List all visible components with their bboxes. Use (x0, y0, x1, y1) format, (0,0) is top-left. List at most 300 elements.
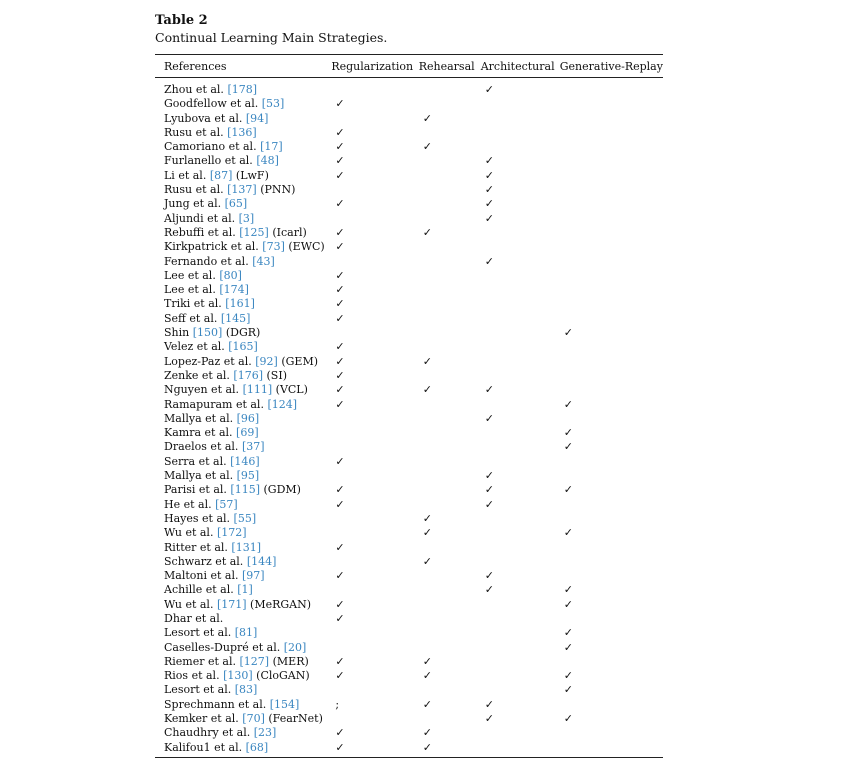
author-name: Chaudhry et al. (164, 726, 251, 740)
rehearsal-cell (419, 440, 481, 454)
author-name: Ramapuram et al. (164, 397, 264, 411)
regularization-cell: ✓ (335, 354, 345, 368)
citation-link[interactable]: [172] (216, 526, 247, 540)
generative-replay-cell: ✓ (563, 326, 573, 340)
citation-link[interactable]: [73] (262, 240, 285, 254)
generative-replay-cell (560, 269, 663, 283)
reference-cell (155, 569, 331, 583)
table-row (155, 598, 663, 612)
generative-replay-cell (560, 569, 663, 583)
citation-link[interactable]: [115] (230, 483, 260, 497)
table-row (155, 726, 663, 740)
generative-replay-cell (560, 212, 663, 226)
generative-replay-cell (560, 97, 663, 111)
table-row (155, 340, 663, 354)
rehearsal-cell (419, 126, 481, 140)
regularization-cell: ✓ (335, 497, 345, 511)
reference-cell (155, 154, 331, 168)
generative-replay-cell (560, 297, 663, 311)
regularization-cell: ✓ (335, 669, 345, 683)
generative-replay-cell: ✓ (563, 426, 573, 440)
author-name: Triki et al. (164, 297, 222, 311)
generative-replay-cell (560, 340, 663, 354)
author-name: Caselles-Dupré et al. (164, 640, 281, 654)
architectural-cell (481, 398, 560, 412)
citation-link[interactable]: [178] (227, 83, 258, 96)
table-row (155, 78, 663, 98)
rehearsal-cell: ✓ (422, 654, 432, 668)
architectural-cell (481, 340, 560, 354)
author-name: Rebuffi et al. (164, 225, 236, 239)
citation-link[interactable]: [161] (225, 297, 255, 311)
citation-link[interactable]: [174] (219, 283, 249, 297)
method-acronym: (GEM) (281, 354, 319, 368)
reference-cell (155, 498, 331, 512)
regularization-cell: ✓ (335, 283, 345, 297)
architectural-cell (481, 283, 560, 297)
table-row (155, 626, 663, 640)
regularization-cell: ✓ (335, 454, 345, 468)
table-row (155, 112, 663, 126)
table-row (155, 240, 663, 254)
citation-link[interactable]: [176] (233, 368, 264, 382)
table-row (155, 712, 663, 726)
generative-replay-cell (560, 226, 663, 240)
citation-link[interactable]: [53] (261, 97, 285, 111)
table-body (155, 78, 663, 758)
citation-link[interactable]: [125] (239, 225, 269, 239)
rehearsal-cell: ✓ (422, 511, 432, 525)
author-name: Zenke et al. (164, 368, 230, 382)
reference-cell (155, 312, 331, 326)
architectural-cell (481, 726, 560, 740)
citation-link[interactable]: [80] (219, 268, 242, 282)
rehearsal-cell (419, 569, 481, 583)
architectural-cell (481, 455, 560, 469)
reference-cell (155, 669, 331, 683)
reference-cell (155, 112, 331, 126)
table-row (155, 569, 663, 583)
reference-cell (155, 212, 331, 226)
rehearsal-cell (419, 97, 481, 111)
citation-link[interactable]: [43] (252, 254, 275, 268)
reference-cell (155, 512, 331, 526)
method-acronym: (DGR) (225, 326, 261, 340)
generative-replay-cell (560, 498, 663, 512)
generative-replay-cell: ✓ (563, 483, 573, 497)
architectural-cell (481, 626, 560, 640)
architectural-cell (481, 97, 560, 111)
reference-cell (155, 469, 331, 483)
table-row (155, 698, 663, 712)
author-name: Rios et al. (164, 669, 220, 683)
col-header-generative-replay: Generative-Replay (560, 55, 663, 78)
author-name: Rusu et al. (164, 125, 224, 139)
regularization-cell (331, 526, 418, 540)
author-name: Dhar et al. (164, 611, 224, 625)
table-row (155, 297, 663, 311)
author-name: Ritter et al. (164, 540, 228, 554)
regularization-cell: ✓ (335, 397, 345, 411)
regularization-cell (331, 212, 418, 226)
rehearsal-cell (419, 240, 481, 254)
regularization-cell: ✓ (335, 140, 345, 154)
reference-cell (155, 197, 331, 211)
reference-cell (155, 683, 331, 697)
table-row (155, 126, 663, 140)
regularization-cell (331, 183, 418, 197)
citation-link[interactable]: [154] (269, 697, 300, 711)
generative-replay-cell (560, 78, 663, 98)
citation-link[interactable]: [17] (260, 140, 283, 154)
generative-replay-cell (560, 726, 663, 740)
rehearsal-cell (419, 297, 481, 311)
reference-cell (155, 698, 331, 712)
citation-link[interactable]: [150] (192, 326, 223, 340)
citation-link[interactable]: [83] (234, 683, 258, 697)
citation-link[interactable]: [3] (238, 211, 255, 225)
citation-link[interactable]: [171] (216, 597, 247, 611)
reference-cell (155, 78, 331, 98)
author-name: Seff et al. (164, 311, 218, 325)
footer-rule (155, 757, 663, 758)
citation-link[interactable]: [131] (231, 540, 261, 554)
architectural-cell: ✓ (484, 497, 494, 511)
architectural-cell (481, 426, 560, 440)
generative-replay-cell (560, 283, 663, 297)
regularization-cell (331, 426, 418, 440)
citation-link[interactable]: [68] (245, 740, 269, 754)
generative-replay-cell (560, 455, 663, 469)
generative-replay-cell (560, 126, 663, 140)
regularization-cell (331, 712, 418, 726)
table-row (155, 741, 663, 758)
generative-replay-cell (560, 355, 663, 369)
architectural-cell (481, 269, 560, 283)
table-row (155, 183, 663, 197)
generative-replay-cell: ✓ (563, 683, 573, 697)
regularization-cell: ✓ (335, 597, 345, 611)
generative-replay-cell (560, 612, 663, 626)
reference-cell (155, 355, 331, 369)
architectural-cell: ✓ (484, 697, 494, 711)
author-name: Riemer et al. (164, 654, 237, 668)
architectural-cell: ✓ (484, 168, 494, 182)
table-row (155, 583, 663, 597)
author-name: Fernando et al. (164, 254, 249, 268)
citation-link[interactable]: [37] (241, 440, 265, 454)
citation-link[interactable]: [130] (223, 669, 253, 683)
reference-cell (155, 555, 331, 569)
reference-cell (155, 741, 331, 758)
rehearsal-cell: ✓ (422, 111, 432, 125)
architectural-cell (481, 526, 560, 540)
rehearsal-cell (419, 683, 481, 697)
generative-replay-cell: ✓ (563, 626, 573, 640)
citation-link[interactable]: [65] (224, 197, 248, 211)
regularization-cell (331, 683, 418, 697)
citation-link[interactable]: [137] (227, 183, 257, 197)
architectural-cell: ✓ (484, 183, 494, 197)
regularization-cell: ✓ (335, 97, 345, 111)
rehearsal-cell: ✓ (422, 669, 432, 683)
generative-replay-cell: ✓ (563, 440, 573, 454)
regularization-cell: ✓ (335, 197, 345, 211)
regularization-cell: ✓ (335, 240, 345, 254)
citation-link[interactable]: [23] (253, 726, 277, 740)
reference-cell (155, 440, 331, 454)
reference-cell (155, 226, 331, 240)
rehearsal-cell (419, 541, 481, 555)
rehearsal-cell (419, 626, 481, 640)
rehearsal-cell: ✓ (422, 726, 432, 740)
rehearsal-cell: ✓ (422, 225, 432, 239)
citation-link[interactable]: [94] (245, 111, 269, 125)
regularization-cell (331, 412, 418, 426)
table-container (155, 13, 663, 758)
reference-cell (155, 583, 331, 597)
regularization-cell: ✓ (335, 340, 345, 354)
author-name: Furlanello et al. (164, 154, 253, 168)
generative-replay-cell: ✓ (563, 526, 573, 540)
reference-cell (155, 169, 331, 183)
author-name: Lee et al. (164, 283, 216, 297)
rehearsal-cell: ✓ (422, 383, 432, 397)
regularization-cell (331, 469, 418, 483)
regularization-cell (331, 440, 418, 454)
reference-cell (155, 455, 331, 469)
table-footer (155, 757, 663, 758)
author-name: Draelos et al. (164, 440, 239, 454)
reference-cell (155, 712, 331, 726)
rehearsal-cell (419, 340, 481, 354)
method-acronym: (CloGAN) (256, 669, 310, 683)
citation-link[interactable]: [92] (255, 354, 278, 368)
citation-link[interactable]: [55] (233, 511, 257, 525)
regularization-cell: ✓ (335, 726, 345, 740)
citation-link[interactable]: [48] (256, 154, 279, 168)
table-row (155, 412, 663, 426)
author-name: Mallya et al. (164, 469, 234, 483)
generative-replay-cell (560, 383, 663, 397)
rehearsal-cell (419, 326, 481, 340)
rehearsal-cell (419, 398, 481, 412)
author-name: Lyubova et al. (164, 111, 243, 125)
author-name: Nguyen et al. (164, 383, 240, 397)
citation-link[interactable]: [20] (283, 640, 307, 654)
architectural-cell (481, 369, 560, 383)
architectural-cell: ✓ (484, 483, 494, 497)
reference-cell (155, 140, 331, 154)
citation-link[interactable]: [124] (267, 397, 298, 411)
rehearsal-cell (419, 78, 481, 98)
citation-link[interactable]: [144] (246, 554, 277, 568)
method-acronym: (EWC) (288, 240, 325, 254)
reference-cell (155, 269, 331, 283)
citation-link[interactable]: [145] (220, 311, 251, 325)
generative-replay-cell: ✓ (563, 669, 573, 683)
rehearsal-cell (419, 154, 481, 168)
generative-replay-cell: ✓ (563, 397, 573, 411)
table-row (155, 483, 663, 497)
regularization-cell (331, 78, 418, 98)
rehearsal-cell (419, 269, 481, 283)
table-row (155, 440, 663, 454)
author-name: Kirkpatrick et al. (164, 240, 259, 254)
reference-cell (155, 541, 331, 555)
rehearsal-cell (419, 583, 481, 597)
architectural-cell (481, 297, 560, 311)
rehearsal-cell (419, 369, 481, 383)
author-name: Mallya et al. (164, 411, 234, 425)
architectural-cell (481, 326, 560, 340)
table-row (155, 255, 663, 269)
regularization-cell: ✓ (335, 611, 345, 625)
regularization-cell (331, 255, 418, 269)
table-label: Table 2 (155, 13, 208, 28)
architectural-cell (481, 669, 560, 683)
generative-replay-cell (560, 741, 663, 758)
architectural-cell (481, 440, 560, 454)
regularization-cell: ✓ (335, 654, 345, 668)
author-name: Sprechmann et al. (164, 697, 267, 711)
regularization-cell: ✓ (335, 125, 345, 139)
architectural-cell (481, 641, 560, 655)
regularization-cell: ✓ (335, 311, 345, 325)
citation-link[interactable]: [1] (237, 583, 253, 597)
architectural-cell (481, 598, 560, 612)
reference-cell (155, 526, 331, 540)
rehearsal-cell (419, 483, 481, 497)
author-name: Kalifou1 et al. (164, 740, 243, 754)
citation-link[interactable]: [165] (228, 340, 258, 354)
rehearsal-cell (419, 598, 481, 612)
architectural-cell (481, 741, 560, 758)
architectural-cell: ✓ (484, 211, 494, 225)
rehearsal-cell (419, 169, 481, 183)
table-row (155, 369, 663, 383)
author-name: Zhou et al. (164, 83, 224, 96)
regularization-cell (331, 555, 418, 569)
author-name: Aljundi et al. (164, 211, 236, 225)
reference-cell (155, 297, 331, 311)
regularization-cell: ✓ (335, 368, 345, 382)
architectural-cell (481, 240, 560, 254)
col-header-references: References (155, 55, 331, 78)
citation-link[interactable]: [57] (215, 497, 238, 511)
citation-link[interactable]: [127] (239, 654, 270, 668)
regularization-cell: ✓ (335, 540, 345, 554)
architectural-cell: ✓ (484, 469, 494, 483)
regularization-cell (331, 583, 418, 597)
reference-cell (155, 641, 331, 655)
citation-link[interactable]: [87] (209, 168, 233, 182)
method-acronym: (MeRGAN) (250, 597, 312, 611)
generative-replay-cell (560, 312, 663, 326)
method-acronym: (VCL) (275, 383, 308, 397)
rehearsal-cell (419, 312, 481, 326)
generative-replay-cell (560, 369, 663, 383)
citation-link[interactable]: [111] (242, 383, 273, 397)
author-name: Shin (164, 326, 190, 340)
architectural-cell: ✓ (484, 383, 494, 397)
architectural-cell (481, 655, 560, 669)
regularization-cell: ✓ (335, 569, 345, 583)
col-header-architectural: Architectural (481, 55, 560, 78)
architectural-cell (481, 541, 560, 555)
citation-link[interactable]: [81] (234, 626, 258, 640)
architectural-cell: ✓ (484, 154, 494, 168)
architectural-cell: ✓ (484, 411, 494, 425)
author-name: Lopez-Paz et al. (164, 354, 252, 368)
table-row (155, 555, 663, 569)
architectural-cell (481, 140, 560, 154)
reference-cell (155, 598, 331, 612)
table-row (155, 641, 663, 655)
regularization-cell: ✓ (335, 168, 345, 182)
author-name: Wu et al. (164, 597, 214, 611)
regularization-cell: ✓ (335, 383, 345, 397)
generative-replay-cell (560, 197, 663, 211)
method-acronym: (Icarl) (272, 225, 307, 239)
citation-link[interactable]: [95] (236, 469, 260, 483)
table-row (155, 426, 663, 440)
author-name: Kamra et al. (164, 426, 233, 440)
reference-cell (155, 183, 331, 197)
author-name: Schwarz et al. (164, 554, 244, 568)
citation-link[interactable]: [69] (236, 426, 259, 440)
regularization-cell (331, 626, 418, 640)
citation-link[interactable]: [97] (241, 569, 265, 583)
reference-cell (155, 626, 331, 640)
author-name: Parisi et al. (164, 483, 227, 497)
regularization-cell (331, 641, 418, 655)
table-row (155, 526, 663, 540)
citation-link[interactable]: [146] (230, 454, 260, 468)
reference-cell (155, 326, 331, 340)
rehearsal-cell (419, 412, 481, 426)
header-row (155, 55, 663, 78)
regularization-cell (331, 326, 418, 340)
citation-link[interactable]: [70] (242, 712, 265, 726)
architectural-cell: ✓ (484, 583, 494, 597)
generative-replay-cell (560, 698, 663, 712)
author-name: Lesort et al. (164, 683, 232, 697)
author-name: Goodfellow et al. (164, 97, 259, 111)
author-name: Lesort et al. (164, 626, 232, 640)
method-acronym: (PNN) (260, 183, 296, 197)
table-row (155, 612, 663, 626)
rehearsal-cell (419, 498, 481, 512)
table-row (155, 498, 663, 512)
rehearsal-cell: ✓ (422, 354, 432, 368)
table-row (155, 455, 663, 469)
table-row (155, 683, 663, 697)
author-name: Li et al. (164, 168, 207, 182)
citation-link[interactable]: [136] (227, 125, 257, 139)
bottom-rule (155, 757, 663, 758)
method-acronym: (SI) (266, 368, 287, 382)
method-acronym: (GDM) (263, 483, 301, 497)
citation-link[interactable]: [96] (236, 411, 260, 425)
rehearsal-cell (419, 455, 481, 469)
generative-replay-cell (560, 240, 663, 254)
table-row (155, 212, 663, 226)
reference-cell (155, 655, 331, 669)
method-acronym: (LwF) (235, 168, 269, 182)
col-header-regularization: Regularization (331, 55, 418, 78)
author-name: Camoriano et al. (164, 140, 257, 154)
